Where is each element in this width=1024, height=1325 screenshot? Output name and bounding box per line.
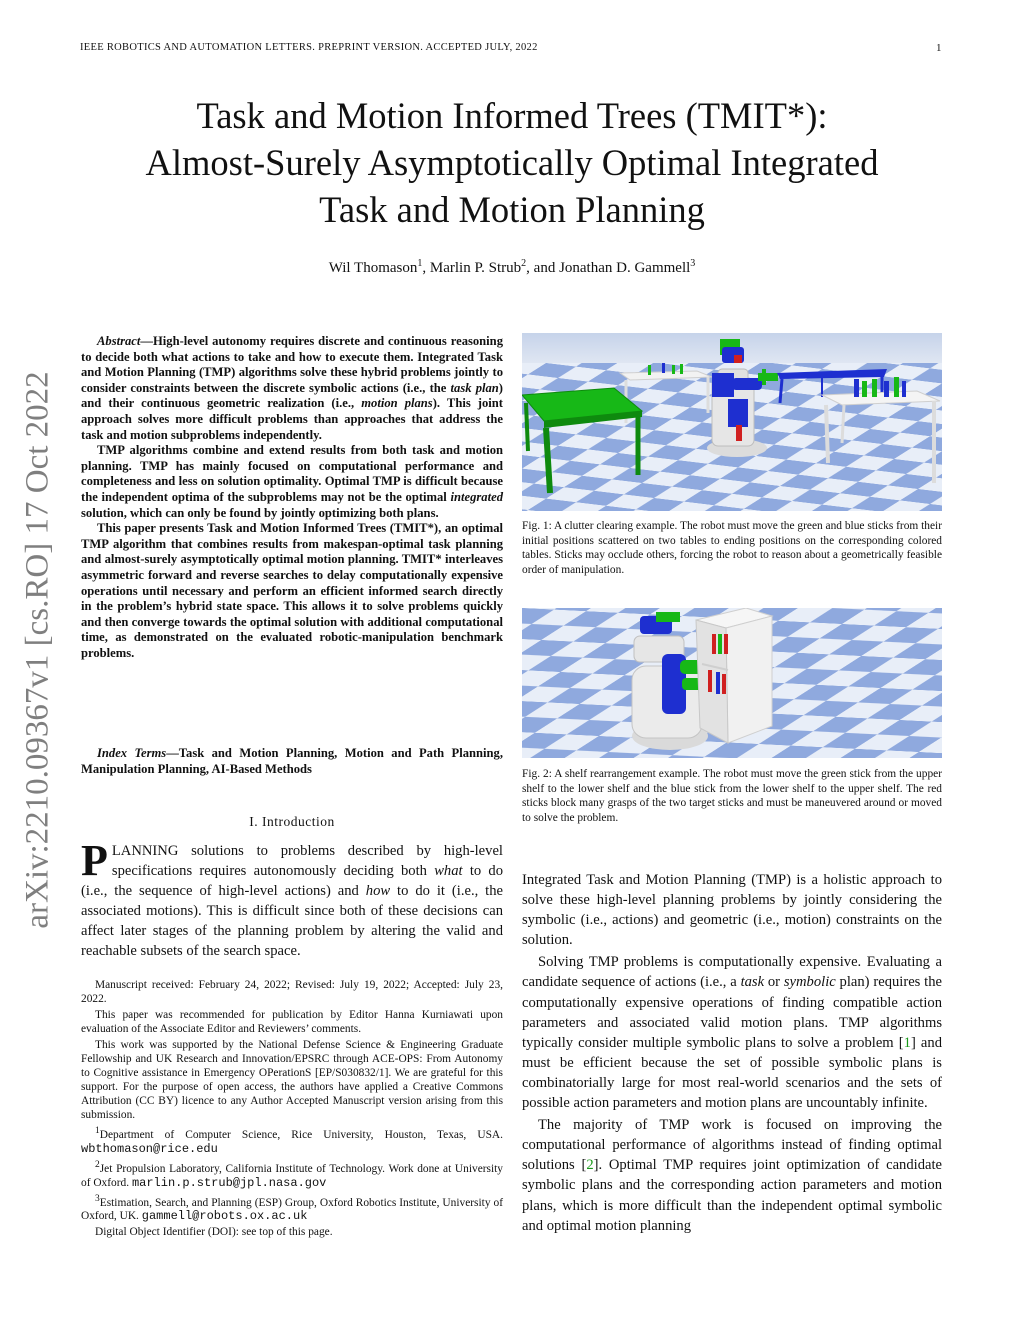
- arxiv-id: arXiv:2210.09367v1 [cs.RO] 17 Oct 2022: [19, 371, 56, 929]
- body-paragraph: The majority of TMP work is focused on improving the computational performance of algorithms instead of finding optimal solutions [2]. Optimal TMP requires joint optimization of candidate symbolic plans and the corresponding action parameters and motion plans, which is more difficult than the independent optimal symbolic and optimal motion planning: [522, 1117, 943, 1234]
- shelf: [696, 608, 772, 743]
- page-number: 1: [936, 42, 942, 54]
- figure-1-render: [522, 333, 942, 511]
- footnote: Manuscript received: February 24, 2022; Revised: July 19, 2022; Accepted: July 23, 2022.: [81, 979, 503, 1005]
- index-terms: Index Terms—Task and Motion Planning, Motion and Path Planning, Manipulation Planning, AI-Based Methods: [81, 746, 503, 776]
- paper-title: [60, 92, 964, 233]
- author-name: , and Jonathan D. Gammell: [526, 260, 691, 276]
- figure-1: [522, 333, 942, 516]
- arxiv-stamp: [13, 350, 63, 950]
- figure-2-caption: Fig. 2: A shelf rearrangement example. The robot must move the green stick from the upper shelf to the lower shelf and the blue stick from the lower shelf to the upper shelf. The red sticks block many grasps of the two target sticks and must be maneuvered around or moved to solve the problem.: [522, 768, 942, 824]
- body-paragraph: Solving TMP problems is computationally expensive. Evaluating a candidate sequence of actions (i.e., a task or symbolic plan) requires the computationally expensive operations of finding compatible action parameters and associated valid motion plans. TMP algorithms typically consider multiple symbolic plans to solve a problem [1] and must be efficient because the set of possible symbolic plans is combinatorially large for most real-world scenarios and the sets of possible action parameters and motion plans are uncountably infinite.: [522, 954, 942, 1112]
- email-link[interactable]: wbthomason@rice.edu: [81, 1141, 218, 1156]
- footnote: This paper was recommended for publication by Editor Hanna Kurniawati upon evaluation of the Associate Editor and Reviewers’ comments.: [81, 1009, 503, 1035]
- abstract-paragraph: TMP algorithms combine and extend results from both task and motion planning. TMP has mainly focused on computational performance and completeness and less on solution optimality. Optimal TMP is difficult because the independent optima of the subproblems may not be the optimal integrated solution, which can only be found by jointly optimizing both plans.: [81, 443, 503, 520]
- right-column-body: [522, 870, 942, 1238]
- affiliation-mark: 3: [690, 258, 696, 269]
- figure-1-caption: Fig. 1: A clutter clearing example. The robot must move the green and blue sticks from their initial positions scattered on two tables to ending positions on the corresponding colored tables. Sticks may occlude others, forcing the robot to reason about a geometrically feasible order of manipulation.: [522, 520, 942, 576]
- author-name: Wil Thomason: [328, 260, 418, 276]
- title-line-2: Almost-Surely Asymptotically Optimal Integrated: [145, 142, 879, 183]
- citation-link[interactable]: 1: [903, 1034, 911, 1051]
- figure-2-render: [522, 608, 942, 758]
- body-paragraph: Integrated Task and Motion Planning (TMP) is a holistic approach to solve these high-level planning problems by jointly considering the symbolic (i.e., actions) and geometric (i.e., motion) constraints on the solution.: [522, 872, 942, 949]
- abstract-label: Abstract: [97, 334, 141, 348]
- drop-cap: P: [81, 836, 108, 885]
- abstract-paragraph: This paper presents Task and Motion Informed Trees (TMIT*), an optimal TMP algorithm that combines results from makespan-optimal task planning and almost-surely asymptotically optimal motion planning. TMIT* interleaves asymmetric forward and reverse searches to delay computationally expensive operations until necessary and perform an efficient informed search directly in the problem’s hybrid state space. This allows it to solve problems quickly and then converge towards the optimal solution with additional computational time, as demonstrated on the evaluated robotic-manipulation benchmark problems.: [81, 521, 503, 660]
- footnote: $^1$Department of Computer Science, Rice University, Houston, Texas, USA. wbthomason@rice.edu: [81, 1126, 503, 1156]
- footnote: This work was supported by the National Defense Science & Engineering Graduate Fellowship and UK Research and Innovation/EPSRC through ACE-OPS: From Autonomy to Cognitive assistance in Emergency OPerationS [EP/S030832/1]. We are grateful for this support. For the purpose of open access, the authors have applied a Creative Commons Attribution (CC BY) licence to any Author Accepted Manuscript version arising from this submission.: [81, 1039, 503, 1121]
- figure-2: [522, 608, 942, 763]
- author-list: [60, 258, 964, 277]
- email-link[interactable]: marlin.p.strub@jpl.nasa.gov: [131, 1175, 327, 1190]
- intro-paragraph: PLANNING solutions to problems described by high-level specifications requires autonomously deciding both what to do (i.e., the sequence of high-level actions) and how to do it (i.e., the associated motions). This is difficult since both of these decisions can affect later stages of the planning problem by altering the valid and reachable subsets of the search space.: [81, 836, 504, 959]
- abstract: [81, 334, 503, 661]
- index-terms-label: Index Terms: [97, 746, 167, 760]
- citation-link[interactable]: 2: [586, 1157, 594, 1174]
- footnotes: [81, 978, 503, 1241]
- title-line-3: Task and Motion Planning: [319, 189, 705, 230]
- abstract-paragraph: Abstract—High-level autonomy requires discrete and continuous reasoning to decide both what actions to take and how to execute them. Integrated Task and Motion Planning (TMP) algorithms solve these hybrid problems jointly to consider constraints between the discrete symbolic actions (i.e., the task plan) and their continuous geometric realization (i.e., motion plans). This joint approach solves more difficult problems than approaches that address the task and motion subproblems independently.: [81, 334, 503, 442]
- footnote: $^3$Estimation, Search, and Planning (ESP) Group, Oxford Robotics Institute, University of Oxford, UK. gammell@robots.ox.ac.uk: [81, 1193, 503, 1224]
- author-name: , Marlin P. Strub: [422, 260, 522, 276]
- running-header: IEEE ROBOTICS AND AUTOMATION LETTERS. PREPRINT VERSION. ACCEPTED JULY, 2022: [80, 42, 538, 53]
- affiliation-mark: 1: [417, 258, 423, 269]
- title-line-1: Task and Motion Informed Trees (TMIT*):: [196, 95, 828, 136]
- footnote: Digital Object Identifier (DOI): see top of this page.: [95, 1226, 333, 1239]
- email-link[interactable]: gammell@robots.ox.ac.uk: [141, 1209, 308, 1224]
- affiliation-mark: 2: [521, 258, 527, 269]
- footnote: $^2$Jet Propulsion Laboratory, California Institute of Technology. Work done at University of Oxford. marlin.p.strub@jpl.nasa.gov: [81, 1159, 503, 1190]
- section-heading: I. Introduction: [249, 814, 335, 829]
